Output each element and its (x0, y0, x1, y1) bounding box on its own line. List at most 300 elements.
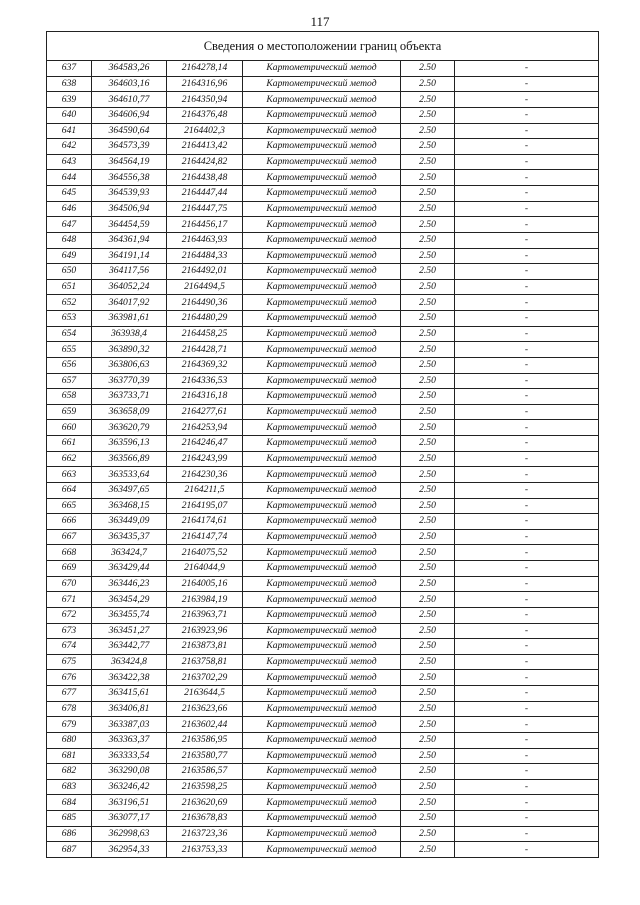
point-number-cell: 664 (47, 482, 92, 498)
method-cell: Картометрический метод (243, 201, 401, 217)
method-cell: Картометрический метод (243, 295, 401, 311)
y-coordinate-cell: 2163678,83 (167, 811, 243, 827)
description-cell: - (455, 217, 599, 233)
x-coordinate-cell: 363333,54 (92, 748, 167, 764)
y-coordinate-cell: 2164350,94 (167, 92, 243, 108)
accuracy-cell: 2.50 (401, 654, 455, 670)
description-cell: - (455, 795, 599, 811)
table-row (47, 654, 599, 670)
table-row (47, 748, 599, 764)
x-coordinate-cell: 362998,63 (92, 826, 167, 842)
y-coordinate-cell: 2164211,5 (167, 482, 243, 498)
table-row (47, 795, 599, 811)
method-cell: Картометрический метод (243, 451, 401, 467)
description-cell: - (455, 576, 599, 592)
description-cell: - (455, 123, 599, 139)
point-number-cell: 642 (47, 139, 92, 155)
x-coordinate-cell: 364191,14 (92, 248, 167, 264)
y-coordinate-cell: 2163602,44 (167, 717, 243, 733)
y-coordinate-cell: 2163620,69 (167, 795, 243, 811)
description-cell: - (455, 701, 599, 717)
x-coordinate-cell: 364506,94 (92, 201, 167, 217)
accuracy-cell: 2.50 (401, 623, 455, 639)
method-cell: Картометрический метод (243, 467, 401, 483)
x-coordinate-cell: 364590,64 (92, 123, 167, 139)
table-row (47, 76, 599, 92)
point-number-cell: 673 (47, 623, 92, 639)
x-coordinate-cell: 363435,37 (92, 529, 167, 545)
point-number-cell: 644 (47, 170, 92, 186)
x-coordinate-cell: 363733,71 (92, 389, 167, 405)
description-cell: - (455, 607, 599, 623)
y-coordinate-cell: 2164316,96 (167, 76, 243, 92)
y-coordinate-cell: 2164447,75 (167, 201, 243, 217)
method-cell: Картометрический метод (243, 342, 401, 358)
y-coordinate-cell: 2164316,18 (167, 389, 243, 405)
y-coordinate-cell: 2163580,77 (167, 748, 243, 764)
accuracy-cell: 2.50 (401, 311, 455, 327)
method-cell: Картометрический метод (243, 686, 401, 702)
point-number-cell: 638 (47, 76, 92, 92)
accuracy-cell: 2.50 (401, 264, 455, 280)
y-coordinate-cell: 2164413,42 (167, 139, 243, 155)
x-coordinate-cell: 364606,94 (92, 107, 167, 123)
x-coordinate-cell: 363424,7 (92, 545, 167, 561)
accuracy-cell: 2.50 (401, 686, 455, 702)
point-number-cell: 667 (47, 529, 92, 545)
accuracy-cell: 2.50 (401, 61, 455, 77)
method-cell: Картометрический метод (243, 186, 401, 202)
x-coordinate-cell: 364052,24 (92, 279, 167, 295)
method-cell: Картометрический метод (243, 123, 401, 139)
method-cell: Картометрический метод (243, 545, 401, 561)
method-cell: Картометрический метод (243, 248, 401, 264)
description-cell: - (455, 498, 599, 514)
table-row (47, 451, 599, 467)
point-number-cell: 643 (47, 154, 92, 170)
description-cell: - (455, 436, 599, 452)
point-number-cell: 686 (47, 826, 92, 842)
y-coordinate-cell: 2164278,14 (167, 61, 243, 77)
accuracy-cell: 2.50 (401, 279, 455, 295)
point-number-cell: 645 (47, 186, 92, 202)
description-cell: - (455, 748, 599, 764)
accuracy-cell: 2.50 (401, 561, 455, 577)
boundary-table-container (46, 31, 598, 858)
table-row (47, 264, 599, 280)
y-coordinate-cell: 2164402,3 (167, 123, 243, 139)
table-row (47, 686, 599, 702)
point-number-cell: 684 (47, 795, 92, 811)
y-coordinate-cell: 2164174,61 (167, 514, 243, 530)
point-number-cell: 659 (47, 404, 92, 420)
y-coordinate-cell: 2163723,36 (167, 826, 243, 842)
point-number-cell: 637 (47, 61, 92, 77)
table-row (47, 123, 599, 139)
table-row (47, 248, 599, 264)
description-cell: - (455, 76, 599, 92)
method-cell: Картометрический метод (243, 326, 401, 342)
description-cell: - (455, 779, 599, 795)
x-coordinate-cell: 363533,64 (92, 467, 167, 483)
table-row (47, 764, 599, 780)
x-coordinate-cell: 364564,19 (92, 154, 167, 170)
method-cell: Картометрический метод (243, 482, 401, 498)
description-cell: - (455, 373, 599, 389)
method-cell: Картометрический метод (243, 529, 401, 545)
point-number-cell: 685 (47, 811, 92, 827)
table-row (47, 482, 599, 498)
x-coordinate-cell: 363497,65 (92, 482, 167, 498)
description-cell: - (455, 139, 599, 155)
page-number: 117 (310, 14, 330, 29)
y-coordinate-cell: 2164336,53 (167, 373, 243, 389)
description-cell: - (455, 420, 599, 436)
accuracy-cell: 2.50 (401, 717, 455, 733)
table-row (47, 139, 599, 155)
description-cell: - (455, 592, 599, 608)
method-cell: Картометрический метод (243, 436, 401, 452)
method-cell: Картометрический метод (243, 92, 401, 108)
y-coordinate-cell: 2164075,52 (167, 545, 243, 561)
y-coordinate-cell: 2163644,5 (167, 686, 243, 702)
method-cell: Картометрический метод (243, 748, 401, 764)
y-coordinate-cell: 2164253,94 (167, 420, 243, 436)
y-coordinate-cell: 2164369,32 (167, 357, 243, 373)
x-coordinate-cell: 363196,51 (92, 795, 167, 811)
accuracy-cell: 2.50 (401, 779, 455, 795)
point-number-cell: 640 (47, 107, 92, 123)
x-coordinate-cell: 364117,56 (92, 264, 167, 280)
method-cell: Картометрический метод (243, 779, 401, 795)
method-cell: Картометрический метод (243, 420, 401, 436)
method-cell: Картометрический метод (243, 107, 401, 123)
table-row (47, 670, 599, 686)
accuracy-cell: 2.50 (401, 764, 455, 780)
description-cell: - (455, 248, 599, 264)
accuracy-cell: 2.50 (401, 545, 455, 561)
table-row (47, 717, 599, 733)
accuracy-cell: 2.50 (401, 498, 455, 514)
y-coordinate-cell: 2163963,71 (167, 607, 243, 623)
method-cell: Картометрический метод (243, 264, 401, 280)
accuracy-cell: 2.50 (401, 592, 455, 608)
accuracy-cell: 2.50 (401, 201, 455, 217)
method-cell: Картометрический метод (243, 842, 401, 858)
accuracy-cell: 2.50 (401, 217, 455, 233)
description-cell: - (455, 61, 599, 77)
y-coordinate-cell: 2163984,19 (167, 592, 243, 608)
point-number-cell: 682 (47, 764, 92, 780)
method-cell: Картометрический метод (243, 232, 401, 248)
description-cell: - (455, 717, 599, 733)
x-coordinate-cell: 362954,33 (92, 842, 167, 858)
description-cell: - (455, 186, 599, 202)
table-row (47, 373, 599, 389)
x-coordinate-cell: 363468,15 (92, 498, 167, 514)
point-number-cell: 681 (47, 748, 92, 764)
method-cell: Картометрический метод (243, 170, 401, 186)
table-row (47, 498, 599, 514)
description-cell: - (455, 529, 599, 545)
x-coordinate-cell: 364556,38 (92, 170, 167, 186)
x-coordinate-cell: 363455,74 (92, 607, 167, 623)
accuracy-cell: 2.50 (401, 420, 455, 436)
description-cell: - (455, 295, 599, 311)
x-coordinate-cell: 364573,39 (92, 139, 167, 155)
accuracy-cell: 2.50 (401, 295, 455, 311)
method-cell: Картометрический метод (243, 279, 401, 295)
description-cell: - (455, 92, 599, 108)
y-coordinate-cell: 2164490,36 (167, 295, 243, 311)
accuracy-cell: 2.50 (401, 107, 455, 123)
method-cell: Картометрический метод (243, 811, 401, 827)
point-number-cell: 672 (47, 607, 92, 623)
x-coordinate-cell: 364454,59 (92, 217, 167, 233)
method-cell: Картометрический метод (243, 404, 401, 420)
y-coordinate-cell: 2164147,74 (167, 529, 243, 545)
point-number-cell: 652 (47, 295, 92, 311)
x-coordinate-cell: 363424,8 (92, 654, 167, 670)
y-coordinate-cell: 2163586,95 (167, 732, 243, 748)
y-coordinate-cell: 2163873,81 (167, 639, 243, 655)
description-cell: - (455, 639, 599, 655)
accuracy-cell: 2.50 (401, 76, 455, 92)
x-coordinate-cell: 363658,09 (92, 404, 167, 420)
accuracy-cell: 2.50 (401, 529, 455, 545)
method-cell: Картометрический метод (243, 592, 401, 608)
method-cell: Картометрический метод (243, 717, 401, 733)
table-row (47, 170, 599, 186)
description-cell: - (455, 107, 599, 123)
description-cell: - (455, 326, 599, 342)
description-cell: - (455, 404, 599, 420)
point-number-cell: 678 (47, 701, 92, 717)
accuracy-cell: 2.50 (401, 842, 455, 858)
accuracy-cell: 2.50 (401, 576, 455, 592)
boundary-table (46, 31, 599, 858)
table-row (47, 436, 599, 452)
table-row (47, 389, 599, 405)
accuracy-cell: 2.50 (401, 232, 455, 248)
accuracy-cell: 2.50 (401, 186, 455, 202)
method-cell: Картометрический метод (243, 764, 401, 780)
accuracy-cell: 2.50 (401, 248, 455, 264)
x-coordinate-cell: 364603,16 (92, 76, 167, 92)
x-coordinate-cell: 363442,77 (92, 639, 167, 655)
accuracy-cell: 2.50 (401, 342, 455, 358)
point-number-cell: 677 (47, 686, 92, 702)
point-number-cell: 675 (47, 654, 92, 670)
y-coordinate-cell: 2164492,01 (167, 264, 243, 280)
y-coordinate-cell: 2164044,9 (167, 561, 243, 577)
method-cell: Картометрический метод (243, 576, 401, 592)
accuracy-cell: 2.50 (401, 404, 455, 420)
method-cell: Картометрический метод (243, 561, 401, 577)
x-coordinate-cell: 364610,77 (92, 92, 167, 108)
table-row (47, 404, 599, 420)
table-row (47, 217, 599, 233)
y-coordinate-cell: 2163758,81 (167, 654, 243, 670)
point-number-cell: 660 (47, 420, 92, 436)
accuracy-cell: 2.50 (401, 795, 455, 811)
method-cell: Картометрический метод (243, 670, 401, 686)
point-number-cell: 650 (47, 264, 92, 280)
method-cell: Картометрический метод (243, 373, 401, 389)
table-body (47, 61, 599, 858)
y-coordinate-cell: 2164456,17 (167, 217, 243, 233)
table-row (47, 154, 599, 170)
table-row (47, 732, 599, 748)
description-cell: - (455, 342, 599, 358)
y-coordinate-cell: 2164463,93 (167, 232, 243, 248)
table-row (47, 779, 599, 795)
method-cell: Картометрический метод (243, 311, 401, 327)
x-coordinate-cell: 363077,17 (92, 811, 167, 827)
table-title-row (47, 32, 599, 61)
x-coordinate-cell: 363449,09 (92, 514, 167, 530)
table-row (47, 420, 599, 436)
accuracy-cell: 2.50 (401, 826, 455, 842)
description-cell: - (455, 451, 599, 467)
point-number-cell: 680 (47, 732, 92, 748)
y-coordinate-cell: 2164243,99 (167, 451, 243, 467)
point-number-cell: 665 (47, 498, 92, 514)
table-row (47, 295, 599, 311)
x-coordinate-cell: 364361,94 (92, 232, 167, 248)
y-coordinate-cell: 2164277,61 (167, 404, 243, 420)
method-cell: Картометрический метод (243, 357, 401, 373)
point-number-cell: 683 (47, 779, 92, 795)
description-cell: - (455, 154, 599, 170)
description-cell: - (455, 389, 599, 405)
description-cell: - (455, 201, 599, 217)
point-number-cell: 641 (47, 123, 92, 139)
accuracy-cell: 2.50 (401, 92, 455, 108)
description-cell: - (455, 623, 599, 639)
description-cell: - (455, 170, 599, 186)
accuracy-cell: 2.50 (401, 639, 455, 655)
table-row (47, 201, 599, 217)
x-coordinate-cell: 363415,61 (92, 686, 167, 702)
point-number-cell: 668 (47, 545, 92, 561)
table-row (47, 623, 599, 639)
y-coordinate-cell: 2163753,33 (167, 842, 243, 858)
accuracy-cell: 2.50 (401, 326, 455, 342)
x-coordinate-cell: 363806,63 (92, 357, 167, 373)
x-coordinate-cell: 363290,08 (92, 764, 167, 780)
x-coordinate-cell: 363406,81 (92, 701, 167, 717)
x-coordinate-cell: 364539,93 (92, 186, 167, 202)
accuracy-cell: 2.50 (401, 514, 455, 530)
y-coordinate-cell: 2164246,47 (167, 436, 243, 452)
description-cell: - (455, 514, 599, 530)
description-cell: - (455, 764, 599, 780)
table-row (47, 279, 599, 295)
accuracy-cell: 2.50 (401, 436, 455, 452)
y-coordinate-cell: 2163702,29 (167, 670, 243, 686)
x-coordinate-cell: 363938,4 (92, 326, 167, 342)
accuracy-cell: 2.50 (401, 607, 455, 623)
method-cell: Картометрический метод (243, 826, 401, 842)
table-row (47, 576, 599, 592)
method-cell: Картометрический метод (243, 623, 401, 639)
table-row (47, 326, 599, 342)
x-coordinate-cell: 364583,26 (92, 61, 167, 77)
point-number-cell: 639 (47, 92, 92, 108)
accuracy-cell: 2.50 (401, 451, 455, 467)
y-coordinate-cell: 2164494,5 (167, 279, 243, 295)
point-number-cell: 679 (47, 717, 92, 733)
y-coordinate-cell: 2164424,82 (167, 154, 243, 170)
description-cell: - (455, 467, 599, 483)
x-coordinate-cell: 363566,89 (92, 451, 167, 467)
table-row (47, 592, 599, 608)
table-row (47, 607, 599, 623)
accuracy-cell: 2.50 (401, 670, 455, 686)
description-cell: - (455, 232, 599, 248)
accuracy-cell: 2.50 (401, 482, 455, 498)
description-cell: - (455, 357, 599, 373)
description-cell: - (455, 826, 599, 842)
x-coordinate-cell: 363981,61 (92, 311, 167, 327)
method-cell: Картометрический метод (243, 514, 401, 530)
point-number-cell: 654 (47, 326, 92, 342)
point-number-cell: 656 (47, 357, 92, 373)
point-number-cell: 658 (47, 389, 92, 405)
point-number-cell: 646 (47, 201, 92, 217)
table-row (47, 61, 599, 77)
point-number-cell: 669 (47, 561, 92, 577)
y-coordinate-cell: 2164428,71 (167, 342, 243, 358)
accuracy-cell: 2.50 (401, 732, 455, 748)
method-cell: Картометрический метод (243, 732, 401, 748)
description-cell: - (455, 561, 599, 577)
method-cell: Картометрический метод (243, 139, 401, 155)
y-coordinate-cell: 2164230,36 (167, 467, 243, 483)
point-number-cell: 648 (47, 232, 92, 248)
table-row (47, 561, 599, 577)
x-coordinate-cell: 363422,38 (92, 670, 167, 686)
accuracy-cell: 2.50 (401, 154, 455, 170)
table-row (47, 107, 599, 123)
description-cell: - (455, 811, 599, 827)
table-row (47, 357, 599, 373)
method-cell: Картометрический метод (243, 701, 401, 717)
table-row (47, 842, 599, 858)
accuracy-cell: 2.50 (401, 701, 455, 717)
point-number-cell: 649 (47, 248, 92, 264)
x-coordinate-cell: 363596,13 (92, 436, 167, 452)
table-row (47, 342, 599, 358)
x-coordinate-cell: 363246,42 (92, 779, 167, 795)
accuracy-cell: 2.50 (401, 373, 455, 389)
table-row (47, 232, 599, 248)
y-coordinate-cell: 2163623,66 (167, 701, 243, 717)
y-coordinate-cell: 2163598,25 (167, 779, 243, 795)
method-cell: Картометрический метод (243, 639, 401, 655)
point-number-cell: 651 (47, 279, 92, 295)
table-row (47, 467, 599, 483)
description-cell: - (455, 842, 599, 858)
method-cell: Картометрический метод (243, 154, 401, 170)
accuracy-cell: 2.50 (401, 467, 455, 483)
x-coordinate-cell: 363429,44 (92, 561, 167, 577)
description-cell: - (455, 670, 599, 686)
table-row (47, 92, 599, 108)
description-cell: - (455, 545, 599, 561)
table-row (47, 545, 599, 561)
